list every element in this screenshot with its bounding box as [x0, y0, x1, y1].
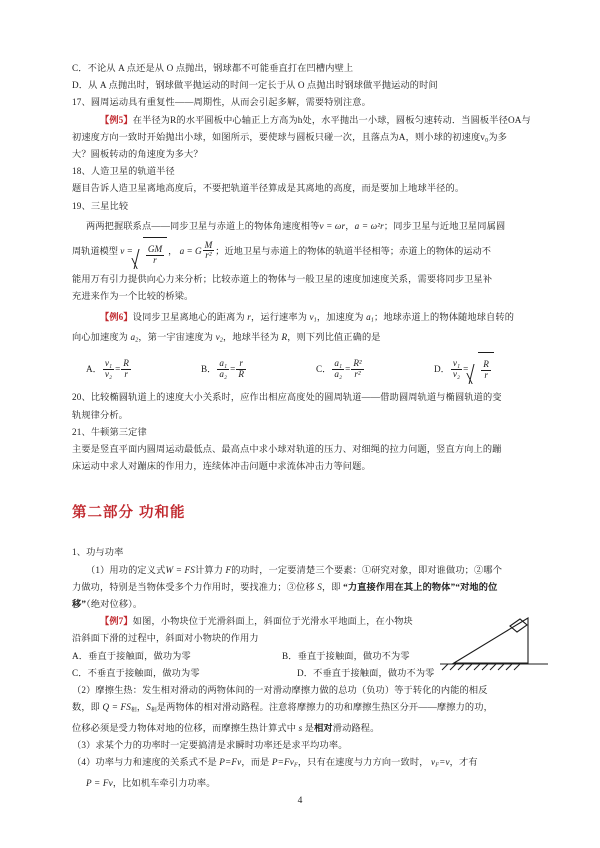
s2-p1-text-c: 的功时，一定要清楚三个要素：①研究对象，即对谁做功；②哪个: [231, 564, 503, 575]
example-6-text-2d: ，则下列比值正确的是: [287, 332, 381, 343]
formula-a-equals-G: a = G: [179, 246, 202, 257]
example-6-text-1c: ，加速度为: [316, 311, 364, 322]
formula-vF-equals-v: $v_F=v$: [431, 757, 450, 770]
symbol-force-F: F: [225, 564, 232, 575]
fraction-GM-r: [146, 245, 164, 266]
s2-p1-quote-1: “力直接作用在其上的物体”: [343, 581, 456, 592]
formula-v-equals: v =: [120, 246, 133, 257]
section-2-p2-line-1: （2）摩擦生热：发生相对滑动的两物体间的一对滑动摩擦力做的总功（负功）等于转化的内能的相反: [72, 684, 488, 695]
fraction-numerator: M: [204, 239, 213, 250]
symbol-S-rel: S相: [146, 702, 157, 714]
option-b-right-fraction: $\frac{r}{R}$: [238, 357, 244, 379]
option-d-right-fraction: $\frac{R}{r}$: [483, 358, 489, 380]
fraction-denominator: r²: [205, 250, 212, 261]
item-19-text-2b: ；近地卫星与赤道上的物体的轨道半径相等；赤道上的物体的运动不: [215, 246, 491, 257]
answer-option-b[interactable]: B． $\frac{\text{a₁}}{\text{a₂}}$ = $\frac{r}{R}$: [201, 353, 316, 385]
section-2-p2-line-2: 数，即 Q = FS相，S相是两物体的相对滑动路程。注意将摩擦力的功和摩擦生热区分开——摩擦力的功，: [72, 702, 493, 714]
example-6-tag: 【例6】: [100, 311, 133, 322]
item-19-line-4: 充进来作为一个比较的桥梁。: [72, 291, 194, 302]
item-19-text-1a: 两两把握联系点——同步卫星与赤道上的物体角速度相等: [86, 220, 320, 231]
example-7-line-2: 沿斜面下滑的过程中，斜面对小物块的作用力: [72, 633, 259, 644]
item-19-text-1b: ；同步卫星与近地卫星同属圆: [383, 220, 506, 231]
symbol-v1: $v_1$: [309, 311, 317, 324]
symbol-displacement-S: S: [317, 581, 322, 592]
example-7-tag: 【例7】: [100, 616, 133, 627]
fraction-numerator: GM: [147, 243, 163, 254]
section-2-p1-line-2: [72, 579, 538, 596]
example-5-tag: 【例5】: [100, 114, 133, 125]
s2-p4-b: ，而是: [241, 757, 270, 768]
s2-p2-line3-d: 滑动路程。: [332, 722, 380, 733]
choice-d-previous: D．从 A 点抛出时，钢球做平抛运动的时间一定长于从 O 点抛出时钢球做平抛运动的时间: [72, 80, 438, 91]
example-5-line-2: 初速度方向一致时开始抛出小球，如图所示，要使球与圆板只碰一次，且落点为A，则小球的初速度v₀为多: [72, 131, 508, 142]
item-21-heading: 21、牛顿第三定律: [72, 426, 147, 437]
item-19-line-1: 两两把握联系点——同步卫星与赤道上的物体角速度相等v = ωr，a = ω²r；同步卫星与近地卫星同属圆: [86, 220, 506, 231]
example-6-text-2b: ，第一宇宙速度为: [138, 332, 214, 343]
example-7-option-d[interactable]: D．不垂直于接触面，做功不为零: [297, 667, 435, 678]
option-c-label: C．: [316, 364, 332, 375]
choice-c-previous: C．不论从 A 点还是从 O 点抛出，钢球都不可能垂直打在凹槽内壁上: [72, 63, 354, 73]
example-6-text-2a: 向心加速度为: [72, 332, 129, 343]
s2-p4-c: ，只有在速度与力方向一致时，: [297, 757, 429, 768]
example-6-text-1a: 设同步卫星离地心的距离为: [132, 311, 245, 322]
s2-p1-line3-a: 移”: [72, 598, 87, 609]
item-19-line-2: 周轨道模型 v = $\frac{GM}{r}$ ， a = G $\frac{M}{\text{r²}}$ ；近地卫星与赤道上的物体的轨道半径相等；赤道上的物体的运动不: [72, 235, 538, 271]
item-19-line-3: 能用万有引力提供向心力来分析；比较赤道上的物体与一般卫星的速度加速度关系，需要将同步卫星补: [72, 274, 493, 285]
symbol-v2: $v_2$: [215, 332, 223, 345]
fraction-M-r2: [203, 241, 215, 262]
symbol-a2: $a_2$: [130, 332, 139, 345]
section-2-p4-line-2: [72, 775, 538, 792]
s2-p4-a: （4）功率与力和速度的关系式不是: [72, 757, 217, 768]
inclined-plane-figure: [436, 608, 552, 674]
answer-option-d[interactable]: D． $\frac{\text{v₁}}{\text{v₂}}$ = $\frac{R}{r}$: [434, 352, 495, 386]
s2-p2-line3-a: 位移必须是受力物体对地的位移，而摩擦生热计算式中: [72, 722, 297, 733]
item-20: 20、比较椭圆轨道上的速度大小关系时，应作出相应高度处的圆周轨道——借助圆周轨道与椭圆轨道的变: [72, 392, 502, 403]
section-2-title: 第二部分 功和能: [72, 505, 186, 522]
option-a-right-fraction: $\frac{R}{r}$: [123, 357, 129, 379]
section-2-p2-line-3: [72, 720, 538, 737]
symbol-R: R: [281, 332, 288, 343]
option-b-label: B．: [201, 364, 217, 375]
item-21-line-1: 主要是竖直平面内圆周运动最低点、最高点中求小球对轨道的压力、对细绳的拉力问题，竖直方向上的蹦: [72, 443, 502, 454]
example-7-option-a[interactable]: A．垂直于接触面，做功为零: [72, 650, 191, 661]
example-7-text-1: 如图，小物块位于光滑斜面上，斜面位于光滑水平地面上，在小物块: [132, 616, 413, 627]
s2-p1-quote-2: “对地的位: [455, 581, 498, 592]
formula-a-omega2-r: a = ω²r: [354, 220, 384, 231]
section-2-p4-line-1: [72, 754, 538, 775]
example-7-option-b[interactable]: B．垂直于接触面，做功不为零: [282, 650, 410, 661]
section-2-p1-line-1: [72, 562, 538, 579]
item-19-heading: 19、三星比较: [72, 200, 129, 211]
example-6-text-2c: ，地球半径为: [223, 332, 280, 343]
s2-p4-tail: ，比如机车牵引力功率。: [112, 778, 216, 789]
wedge-triangle: [454, 618, 528, 663]
answer-option-c[interactable]: C． $\frac{\text{a₁}}{\text{a₂}}$ = $\frac{\text{R²}}{\text{r²}}$: [316, 353, 434, 385]
option-c-right-fraction: $\frac{\text{R²}}{\text{r²}}$: [353, 357, 362, 379]
option-d-label: D．: [434, 364, 450, 375]
s2-p1-text-b: 计算力: [195, 564, 224, 575]
s2-p2-line3-c: 相对: [314, 722, 333, 733]
example-5-line-3: 大？圆板转动的角速度为多大？: [72, 149, 203, 160]
symbol-a1: $a_1$: [366, 311, 374, 324]
item-18-body: 题目告诉人造卫星离地高度后，不要把轨道半径算成是其离地的高度，而是要加上地球半径的。: [72, 183, 465, 194]
item-20-continued: 轨规律分析。: [72, 409, 129, 420]
inclined-plane-svg: [436, 608, 552, 674]
item-18-heading: 18、人造卫星的轨道半径: [72, 166, 175, 177]
formula-P-Fv: P=Fv: [219, 757, 242, 768]
example-6-line-1: [72, 309, 538, 330]
fraction-denominator: r: [153, 254, 157, 265]
item-21-line-2: 床运动中求人对蹦床的作用力，连续体冲击问题中求流体冲击力等问题。: [72, 461, 371, 472]
section-2-p3: （3）求某个力的功率时一定要搞清是求瞬时功率还是求平均功率。: [72, 740, 348, 751]
s2-p2-line3-b: 是: [304, 722, 315, 733]
option-d-left-fraction: $\frac{\text{v₁}}{\text{v₂}}$: [452, 357, 461, 379]
s2-p4-d: ，才有: [449, 757, 478, 768]
item-19-text-2a: 周轨道模型: [72, 246, 118, 257]
example-6-text-1d: ；地球赤道上的物体随地球自转的: [374, 311, 515, 322]
s2-p2-line2-b: 是两物体的相对滑动路程。注意将摩擦力的功和摩擦生热区分开——摩擦力的功，: [156, 702, 493, 713]
option-c-left-fraction: $\frac{\text{a₁}}{\text{a₂}}$: [334, 357, 343, 379]
formula-P-equals-Fv: P = Fv: [86, 778, 113, 789]
answer-options-row: [72, 352, 538, 386]
example-6-line-2: [72, 329, 538, 350]
page-number: 4: [297, 796, 303, 806]
example-5-line-1: [72, 112, 538, 129]
option-b-left-fraction: $\frac{\text{a₁}}{\text{a₂}}$: [219, 357, 228, 379]
s2-p1-text-a: （1）用功的定义式: [86, 564, 166, 575]
example-5-text-1: 在半径为R的水平圆板中心轴正上方高为h处，水平抛出一小球，圆板匀速转动．当圆板半径OA与: [132, 114, 531, 125]
option-a-label: A．: [86, 364, 102, 375]
formula-v-omega-r: v = ωr: [319, 220, 346, 231]
s2-p1-line2-b: ，即: [321, 581, 341, 592]
example-6-text-1b: ，运行速率为: [251, 311, 308, 322]
option-a-left-fraction: $\frac{\text{v₁}}{\text{v₂}}$: [104, 357, 113, 379]
block-on-incline: [510, 619, 527, 632]
formula-W-FS: W = FS: [165, 564, 196, 575]
example-7-option-c[interactable]: C．不垂直于接触面，做功为零: [72, 667, 200, 678]
s2-p1-line3-b: （绝对位移）。: [86, 598, 143, 609]
radical-GM-over-r: [134, 237, 167, 271]
formula-P-FvF: $P=Fv_F$: [271, 757, 298, 770]
formula-Q-FS: Q = FS相: [102, 702, 137, 714]
s2-p2-line2-a: 数，即: [72, 702, 101, 713]
symbol-r: r: [247, 311, 252, 322]
option-d-radical: [469, 352, 494, 386]
section-2-item-1-heading: 1、功与功率: [72, 547, 124, 558]
item-17: 17、圆周运动具有重复性——周期性，从而会引起多解，需要特别注意。: [72, 97, 371, 108]
s2-p1-line2-a: 力做功，特别是当物体受多个力作用时，要找准力；③位移: [72, 581, 315, 592]
symbol-s-lower: s: [298, 722, 303, 733]
answer-option-a[interactable]: A． $\frac{\text{v₁}}{\text{v₂}}$ = $\frac{R}{r}$: [86, 353, 201, 385]
